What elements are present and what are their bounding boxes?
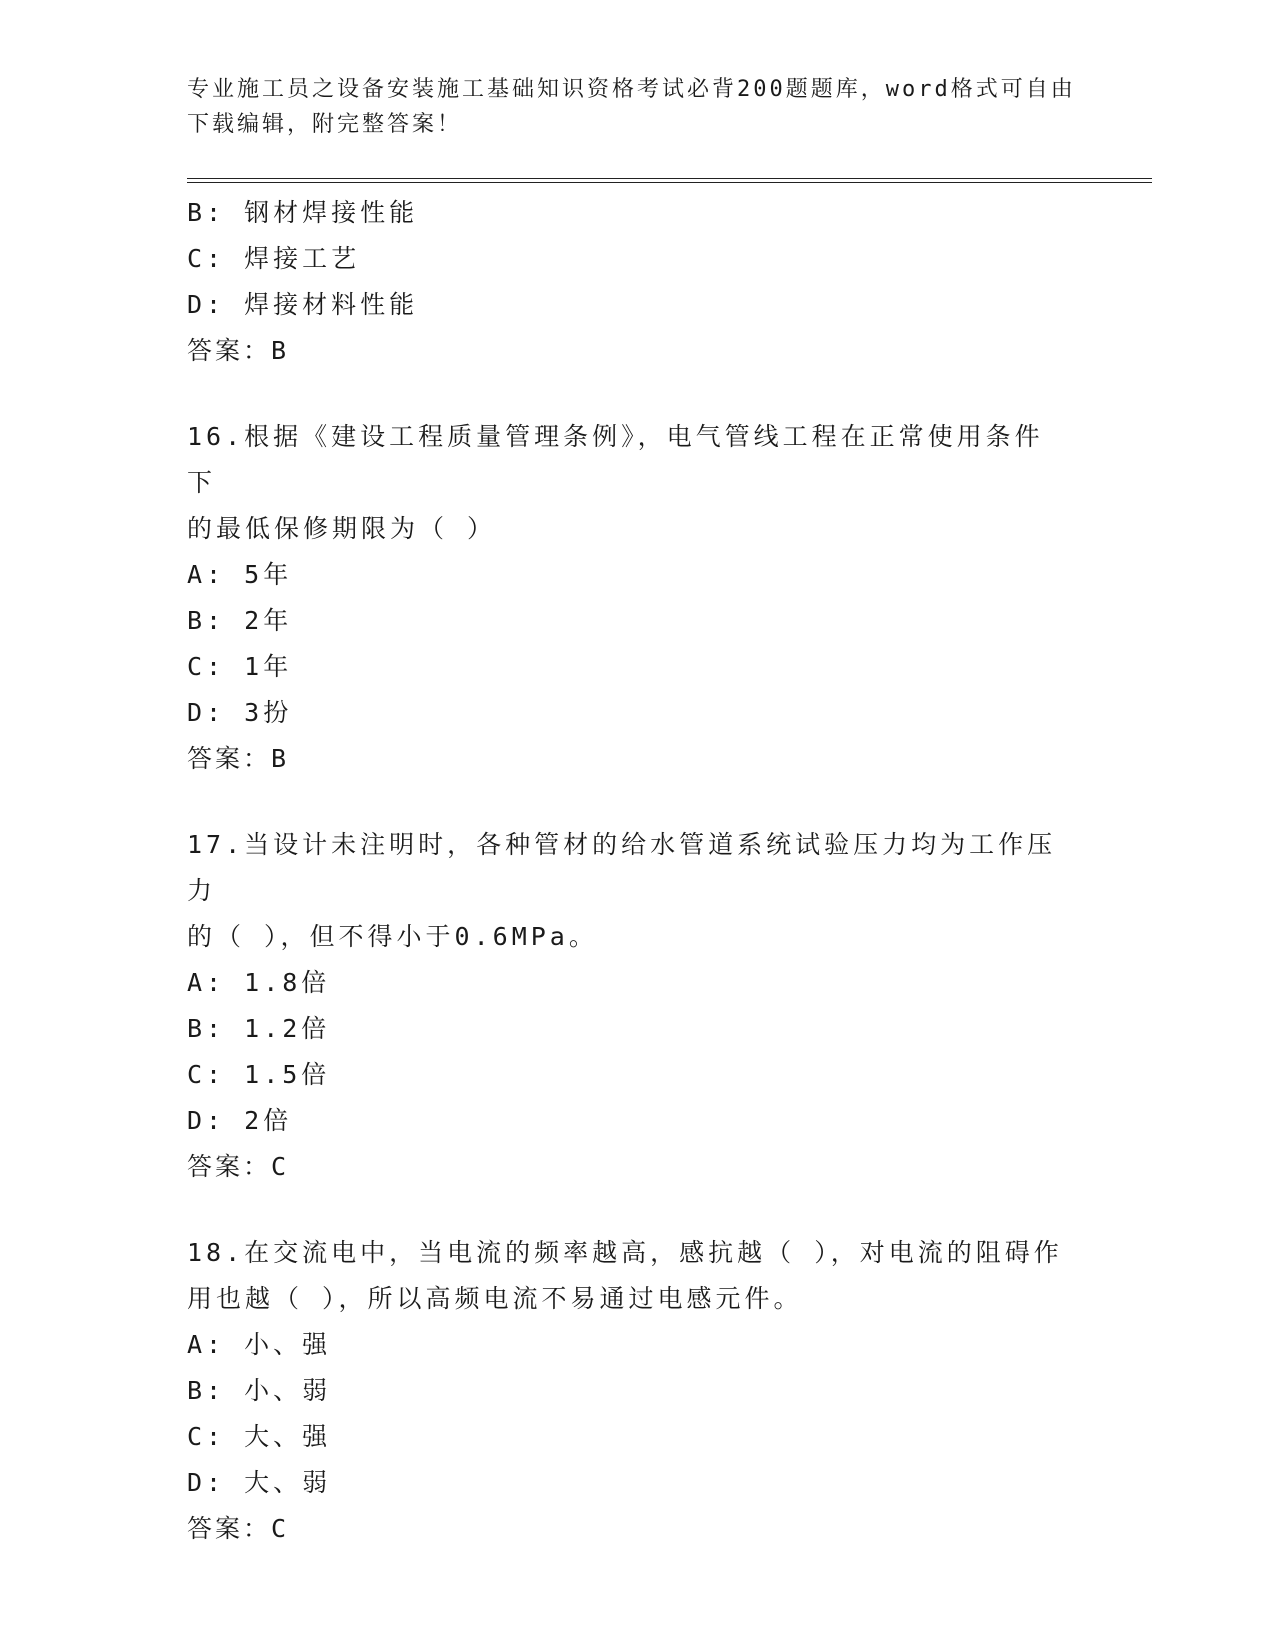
option-d: D: 3扮 <box>187 698 293 727</box>
option-c: C: 1.5倍 <box>187 1060 331 1089</box>
answer: 答案：B <box>187 744 290 773</box>
question-text <box>187 414 1067 552</box>
question-list <box>187 190 1067 1552</box>
question-text-line-2: 的最低保修期限为（ ） <box>187 514 497 543</box>
question-text-line-1: 16.根据《建设工程质量管理条例》，电气管线工程在正常使用条件下 <box>187 422 1044 497</box>
header-divider-top <box>187 178 1152 179</box>
option-b: B: 2年 <box>187 606 293 635</box>
question-text <box>187 1230 1067 1322</box>
document-header <box>187 72 1087 142</box>
option-d: D: 2倍 <box>187 1106 293 1135</box>
answer: 答案：B <box>187 336 290 365</box>
option-b: B: 小、弱 <box>187 1376 332 1405</box>
option-d: D: 焊接材料性能 <box>187 290 419 319</box>
option-c: C: 焊接工艺 <box>187 244 361 273</box>
header-line-1: 专业施工员之设备安装施工基础知识资格考试必背200题题库，word格式可自由 <box>187 77 1076 102</box>
option-c: C: 1年 <box>187 652 293 681</box>
question-text <box>187 822 1067 960</box>
option-b: B: 1.2倍 <box>187 1014 331 1043</box>
answer: 答案：C <box>187 1152 290 1181</box>
header-line-2: 下载编辑，附完整答案！ <box>187 112 463 137</box>
option-d: D: 大、弱 <box>187 1468 332 1497</box>
option-b: B: 钢材焊接性能 <box>187 198 419 227</box>
answer: 答案：C <box>187 1514 290 1543</box>
option-a: A: 1.8倍 <box>187 968 331 997</box>
question-text-line-2: 用也越（ ），所以高频电流不易通过电感元件。 <box>187 1284 803 1313</box>
question-17 <box>187 822 1067 1190</box>
question-18 <box>187 1230 1067 1552</box>
option-a: A: 5年 <box>187 560 293 589</box>
previous-question-tail <box>187 190 1067 374</box>
option-a: A: 小、强 <box>187 1330 332 1359</box>
question-16 <box>187 414 1067 782</box>
question-text-line-2: 的（ ），但不得小于0.6MPa。 <box>187 922 598 951</box>
option-c: C: 大、强 <box>187 1422 332 1451</box>
header-divider-bottom <box>187 182 1152 183</box>
question-text-line-1: 18.在交流电中，当电流的频率越高，感抗越（ ），对电流的阻碍作 <box>187 1238 1063 1267</box>
question-text-line-1: 17.当设计未注明时，各种管材的给水管道系统试验压力均为工作压力 <box>187 830 1057 905</box>
